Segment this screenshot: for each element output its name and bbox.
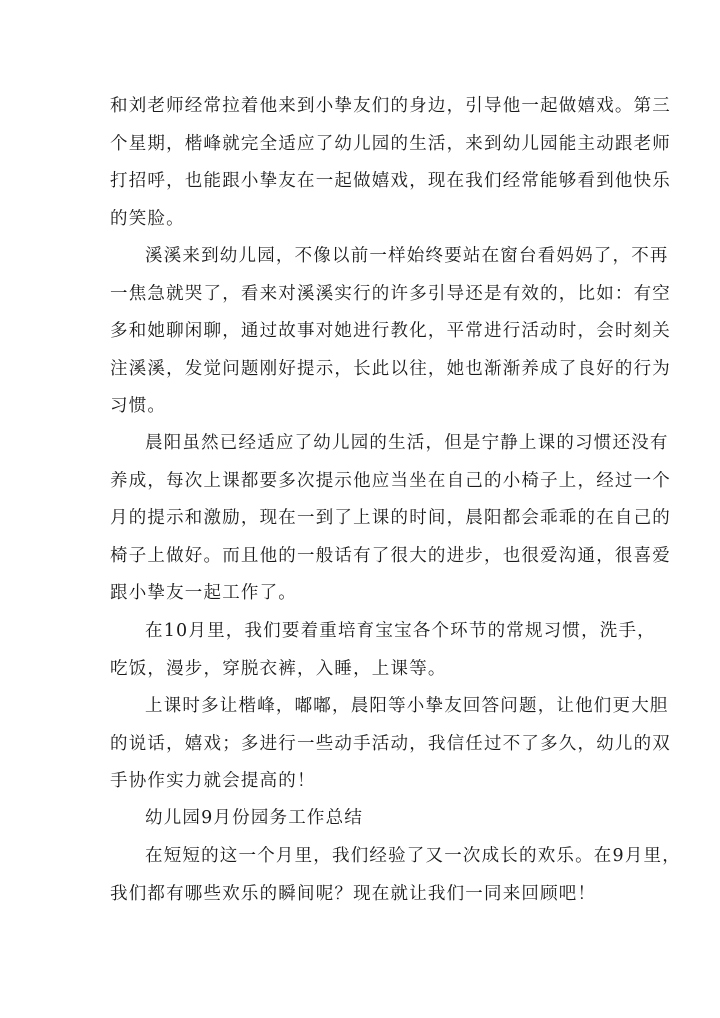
text-line: 多和她聊闲聊，通过故事对她进行教化，平常进行活动时，会时刻关	[110, 321, 671, 341]
text-line: 手协作实力就会提高的！	[110, 771, 316, 791]
text-line: 的说话，嬉戏；多进行一些动手活动，我信任过不了多久，幼儿的双	[110, 733, 671, 754]
heading-text: 幼儿园9月份园务工作总结	[145, 808, 364, 828]
paragraph-october-plan	[110, 613, 656, 688]
text-line: 习惯。	[110, 396, 167, 416]
paragraph-kaifeng	[110, 88, 671, 238]
text-line: 在短短的这一个月里，我们经验了又一次成长的欢乐。在9月里，	[145, 846, 681, 866]
text-line: 吃饭，漫步，穿脱衣裤，入睡，上课等。	[110, 658, 447, 679]
paragraph-class-plan	[110, 688, 671, 801]
text-line: 和刘老师经常拉着他来到小挚友们的身边，引导他一起做嬉戏。第三	[110, 96, 671, 116]
text-line: 的笑脸。	[110, 208, 185, 229]
text-line: 跟小挚友一起工作了。	[110, 583, 297, 603]
text-line: 个星期，楷峰就完全适应了幼儿园的生活，来到幼儿园能主动跟老师	[110, 133, 671, 154]
paragraph-september-intro	[110, 838, 681, 913]
paragraph-chenyang	[110, 425, 671, 613]
text-line: 溪溪来到幼儿园，不像以前一样始终要站在窗台看妈妈了，不再	[145, 246, 669, 266]
text-line: 椅子上做好。而且他的一般话有了很大的进步，也很爱沟通，很喜爱	[110, 545, 671, 566]
paragraph-xixi	[110, 238, 671, 426]
text-line: 我们都有哪些欢乐的瞬间呢？现在就让我们一同来回顾吧！	[110, 883, 597, 904]
section-heading	[110, 800, 610, 838]
text-line: 上课时多让楷峰，嘟嘟，晨阳等小挚友回答问题，让他们更大胆	[145, 696, 669, 716]
text-line: 打招呼，也能跟小挚友在一起做嬉戏，现在我们经常能够看到他快乐	[110, 171, 671, 191]
text-line: 一焦急就哭了，看来对溪溪实行的许多引导还是有效的，比如：有空	[110, 283, 671, 304]
text-line: 注溪溪，发觉问题刚好提示，长此以往，她也渐渐养成了良好的行为	[110, 358, 671, 379]
text-line: 晨阳虽然已经适应了幼儿园的生活，但是宁静上课的习惯还没有	[145, 433, 669, 453]
text-line: 养成，每次上课都要多次提示他应当坐在自己的小椅子上，经过一个	[110, 470, 671, 491]
text-line: 在10月里，我们要着重培育宝宝各个环节的常规习惯，洗手，	[145, 621, 656, 641]
text-line: 月的提示和激励，现在一到了上课的时间，晨阳都会乖乖的在自己的	[110, 508, 671, 528]
